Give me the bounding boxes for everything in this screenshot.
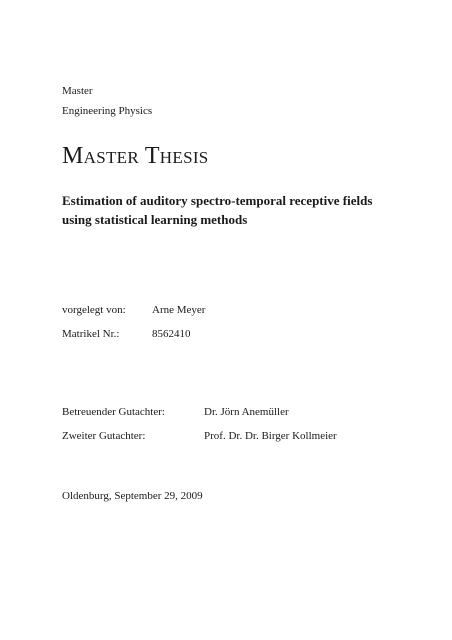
submitted-by-label: vorgelegt von:	[62, 304, 126, 316]
first-reviewer-row	[62, 400, 337, 424]
second-reviewer-row	[62, 424, 337, 448]
matriculation-row	[62, 322, 205, 346]
second-reviewer-label: Zweiter Gutachter:	[62, 430, 146, 442]
first-reviewer-label: Betreuender Gutachter:	[62, 406, 165, 418]
submitted-by-row	[62, 298, 205, 322]
document-type-heading: Master Thesis	[62, 143, 209, 169]
matriculation-number: 8562410	[152, 328, 191, 340]
matriculation-label: Matrikel Nr.:	[62, 328, 120, 340]
author-name: Arne Meyer	[152, 304, 206, 316]
degree-program: Engineering Physics	[62, 105, 153, 117]
submission-info	[62, 298, 205, 346]
thesis-title: Estimation of auditory spectro-temporal receptive fields using statistical learning methods	[62, 193, 373, 227]
reviewer-info	[62, 400, 337, 448]
degree-level: Master	[62, 85, 93, 97]
first-reviewer-name: Dr. Jörn Anemüller	[204, 406, 289, 418]
place-and-date: Oldenburg, September 29, 2009	[62, 490, 203, 502]
second-reviewer-name: Prof. Dr. Dr. Birger Kollmeier	[204, 430, 337, 442]
degree-info	[62, 84, 152, 124]
